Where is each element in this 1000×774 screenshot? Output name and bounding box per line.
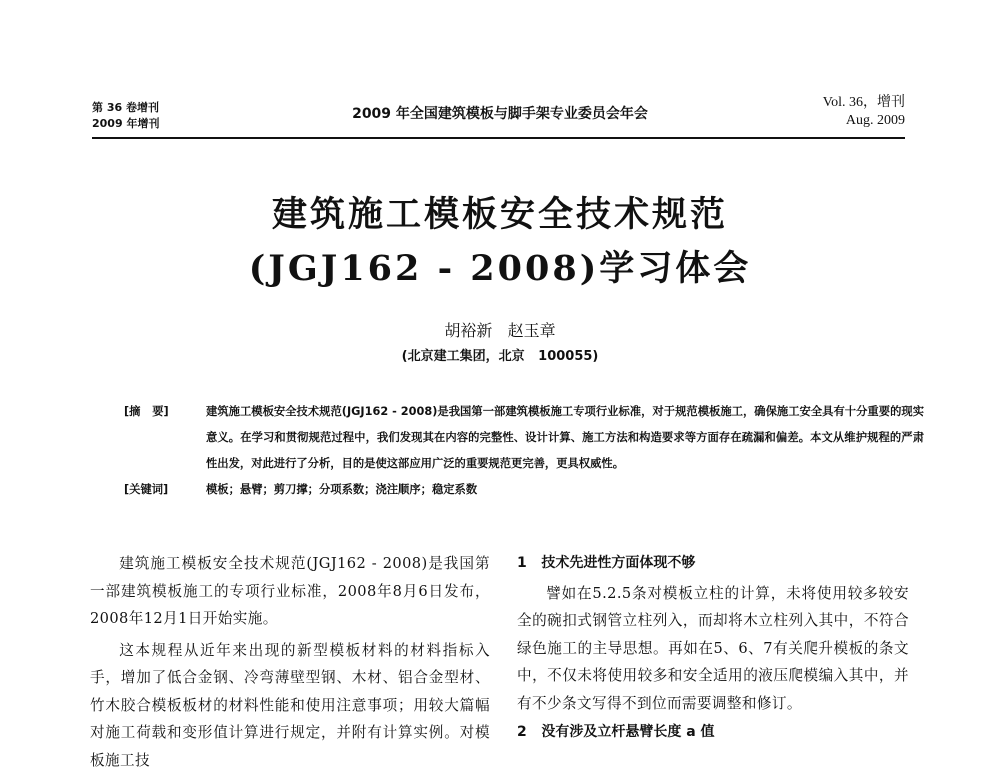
- keywords-row: [124, 477, 924, 503]
- abstract-text: 建筑施工模板安全技术规范(JGJ162 - 2008)是我国第一部建筑模板施工专项行业标准，对于规范模板施工，确保施工安全具有十分重要的现实意义。在学习和贯彻规范过程中，我们发现其在内容的完整性、设计计算、施工方法和构造要求等方面存在疏漏和偏差。本文从维护规程的严肃性出发，对此进行了分析，目的是使这部应用广泛的重要规范更完善，更具权威性。: [206, 399, 924, 477]
- journal-title: 2009 年全国建筑模板与脚手架专业委员会年会: [0, 103, 1000, 123]
- keywords-label: [关键词]: [124, 477, 206, 503]
- title-line-2: (JGJ162 - 2008)学习体会: [0, 242, 1000, 296]
- header-rule: [92, 137, 905, 139]
- paper-title: [0, 188, 1000, 296]
- year-cn: 2009 年增刊: [92, 116, 159, 132]
- journal-volume-en: [823, 94, 905, 130]
- body-column-right: [517, 550, 909, 747]
- title-line-1: 建筑施工模板安全技术规范: [0, 188, 1000, 242]
- affiliation: (北京建工集团，北京 100055): [0, 345, 1000, 364]
- body-paragraph: 这本规程从近年来出现的新型模板材料的材料指标入手，增加了低合金钢、冷弯薄壁型钢、木材、铝合金型材、竹木胶合模板板材的材料性能和使用注意事项；用较大篇幅对施工荷载和变形值计算进行规定，并附有计算实例。对模板施工技: [90, 637, 490, 774]
- keywords-text: 模板；悬臂；剪刀撑；分项系数；浇注顺序；稳定系数: [206, 477, 924, 503]
- section-heading: 1 技术先进性方面体现不够: [517, 550, 909, 578]
- body-paragraph: 建筑施工模板安全技术规范(JGJ162 - 2008)是我国第一部建筑模板施工的专项行业标准，2008年8月6日发布，2008年12月1日开始实施。: [90, 550, 490, 633]
- abstract-label: [摘 要]: [124, 399, 206, 477]
- volume-cn: 第 36 卷增刊: [92, 100, 159, 116]
- body-paragraph: 譬如在5.2.5条对模板立柱的计算，未将使用较多较安全的碗扣式钢管立柱列入，而却将木立柱列入其中，不符合绿色施工的主导思想。再如在5、6、7有关爬升模板的条文中，不仅未将使用较多和安全适用的液压爬模编入其中，并有不少条文写得不到位而需要调整和修订。: [517, 580, 909, 718]
- volume-en: Vol. 36，增刊: [823, 94, 905, 112]
- authors: 胡裕新 赵玉章: [0, 318, 1000, 341]
- abstract-block: [124, 399, 924, 503]
- date-en: Aug. 2009: [823, 112, 905, 130]
- section-heading: 2 没有涉及立杆悬臂长度 a 值: [517, 719, 909, 747]
- body-column-left: [90, 550, 490, 774]
- abstract-row: [124, 399, 924, 477]
